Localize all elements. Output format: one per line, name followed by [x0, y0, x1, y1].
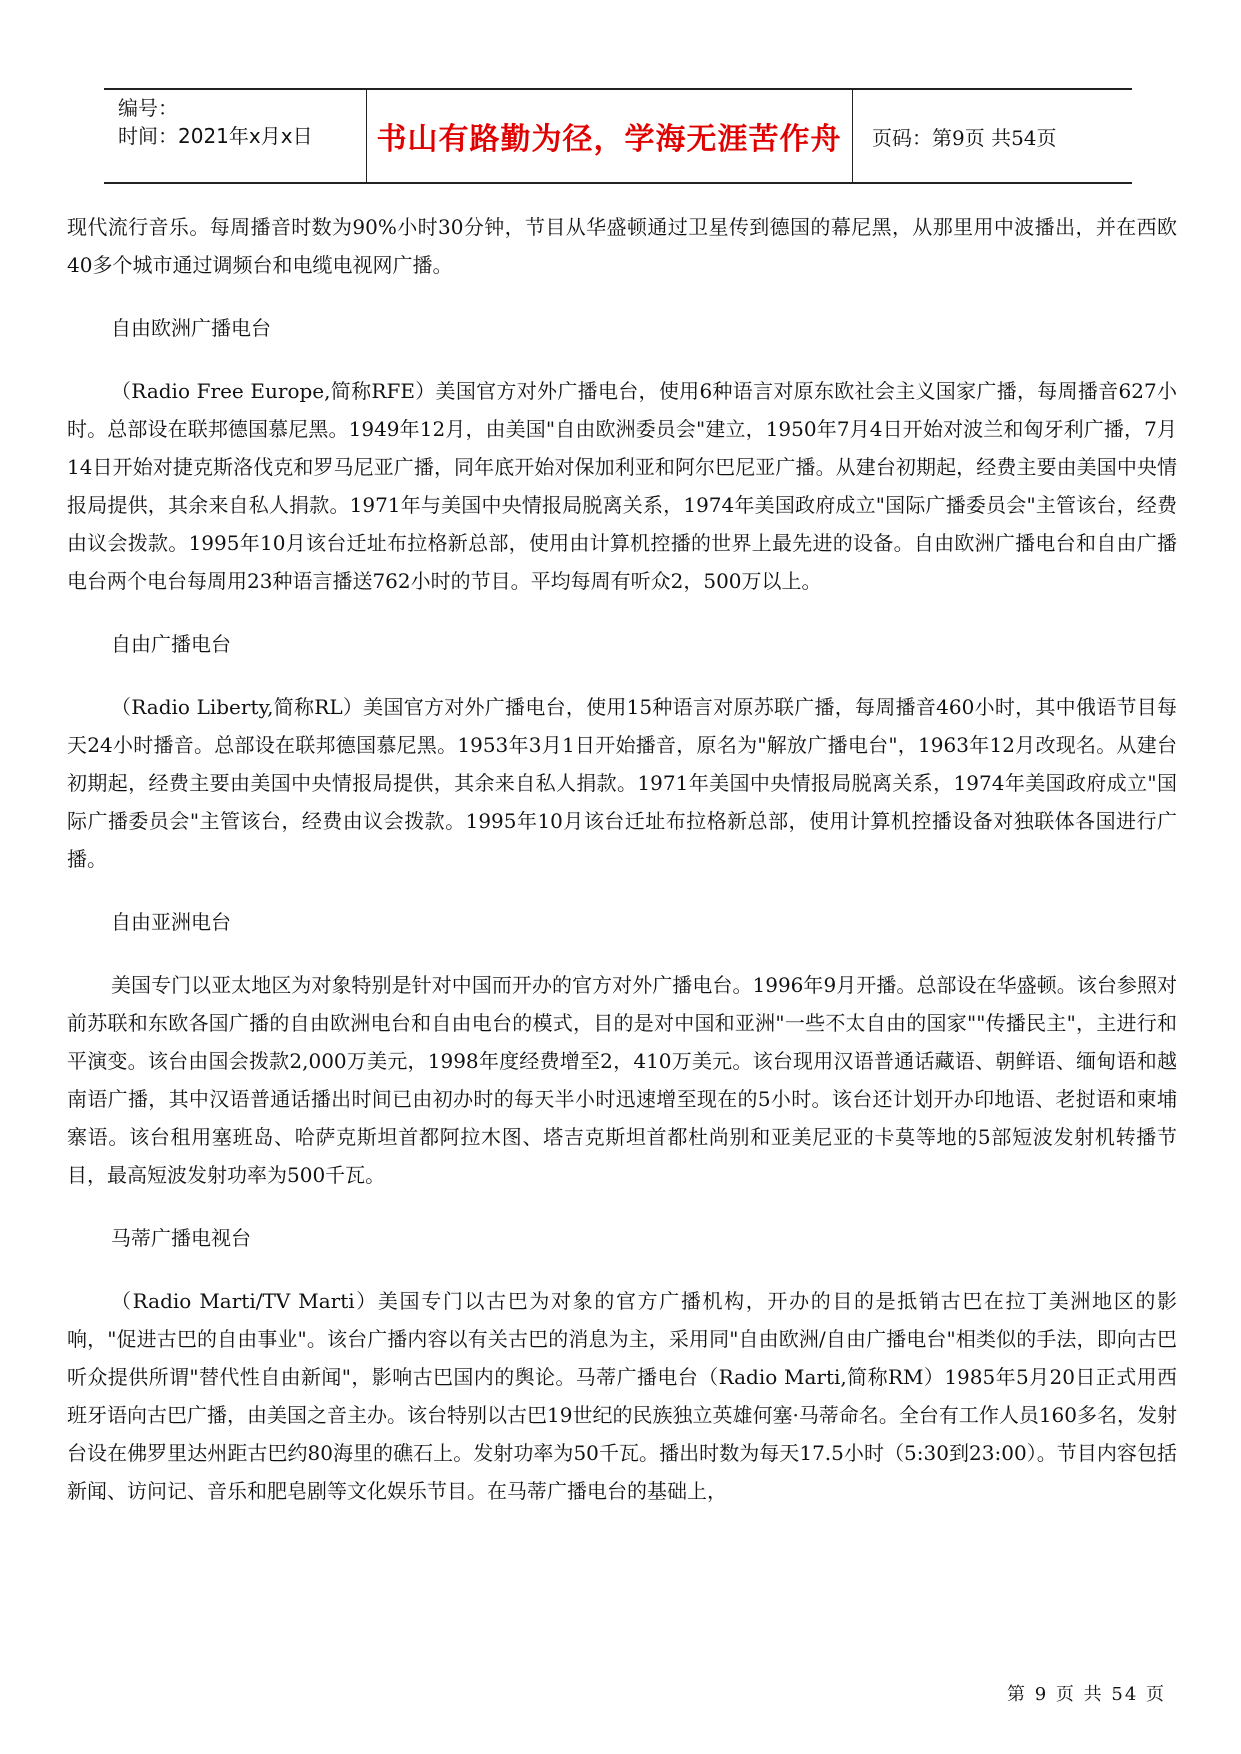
section-heading: 自由亚洲电台: [111, 910, 231, 934]
body-paragraph: 美国专门以亚太地区为对象特别是针对中国而开办的官方对外广播电台。1996年9月开播。总部设在华盛顿。该台参照对前苏联和东欧各国广播的自由欧洲电台和自由电台的模式，目的是对中国和亚洲"一些不太自由的国家""传播民主"，主进行和平演变。该台由国会拨款2,000万美元，1998年度经费增至2，410万美元。该台现用汉语普通话藏语、朝鲜语、缅甸语和越南语广播，其中汉语普通话播出时间已由初办时的每天半小时迅速增至现在的5小时。该台还计划开办印地语、老挝语和柬埔寨语。该台租用塞班岛、哈萨克斯坦首都阿拉木图、塔吉克斯坦首都杜尚别和亚美尼亚的卡莫等地的5部短波发射机转播节目，最高短波发射功率为500千瓦。: [67, 973, 1177, 1187]
page-footer: 第 9 页 共 54 页: [1007, 1684, 1166, 1705]
header-meta: [118, 94, 313, 150]
section-heading: 自由欧洲广播电台: [111, 316, 271, 340]
header-time-label: 时间：2021年x月x日: [118, 124, 313, 148]
header-motto: 书山有路勤为径，学海无涯苦作舟: [376, 122, 842, 157]
body-paragraph: （Radio Liberty,简称RL）美国官方对外广播电台，使用15种语言对原苏联广播，每周播音460小时，其中俄语节目每天24小时播音。总部设在联邦德国慕尼黑。1953年3月1日开始播音，原名为"解放广播电台"，1963年12月改现名。从建台初期起，经费主要由美国中央情报局提供，其余来自私人捐款。1971年美国中央情报局脱离关系，1974年美国政府成立"国际广播委员会"主管该台，经费由议会拨款。1995年10月该台迁址布拉格新总部，使用计算机控播设备对独联体各国进行广播。: [67, 695, 1177, 871]
body-paragraph: （Radio Marti/TV Marti）美国专门以古巴为对象的官方广播机构，开办的目的是抵销古巴在拉丁美洲地区的影响，"促进古巴的自由事业"。该台广播内容以有关古巴的消息为主，采用同"自由欧洲/自由广播电台"相类似的手法，即向古巴听众提供所谓"替代性自由新闻"，影响古巴国内的舆论。马蒂广播电台（Radio Marti,简称RM）1985年5月20日正式用西班牙语向古巴广播，由美国之音主办。该台特别以古巴19世纪的民族独立英雄何塞·马蒂命名。全台有工作人员160多名，发射台设在佛罗里达州距古巴约80海里的礁石上。发射功率为50千瓦。播出时数为每天17.5小时（5:30到23:00）。节目内容包括新闻、访问记、音乐和肥皂剧等文化娱乐节目。在马蒂广播电台的基础上，: [67, 1289, 1177, 1503]
page-header: [104, 88, 1132, 184]
header-number-label: 编号：: [118, 96, 178, 120]
section-heading: 马蒂广播电视台: [111, 1226, 251, 1250]
body-paragraph: 现代流行音乐。每周播音时数为90%小时30分钟，节目从华盛顿通过卫星传到德国的幕尼黑，从那里用中波播出，并在西欧40多个城市通过调频台和电缆电视网广播。: [67, 215, 1177, 277]
section-heading: 自由广播电台: [111, 632, 231, 656]
document-body: [67, 208, 1177, 1535]
header-page-label: 页码：第9页 共54页: [872, 125, 1057, 150]
body-paragraph: （Radio Free Europe,简称RFE）美国官方对外广播电台，使用6种语言对原东欧社会主义国家广播，每周播音627小时。总部设在联邦德国慕尼黑。1949年12月，由美国"自由欧洲委员会"建立，1950年7月4日开始对波兰和匈牙利广播，7月14日开始对捷克斯洛伐克和罗马尼亚广播，同年底开始对保加利亚和阿尔巴尼亚广播。从建台初期起，经费主要由美国中央情报局提供，其余来自私人捐款。1971年与美国中央情报局脱离关系，1974年美国政府成立"国际广播委员会"主管该台，经费由议会拨款。1995年10月该台迁址布拉格新总部，使用由计算机控播的世界上最先进的设备。自由欧洲广播电台和自由广播电台两个电台每周用23种语言播送762小时的节目。平均每周有听众2，500万以上。: [67, 379, 1177, 593]
header-divider-right: [852, 88, 853, 184]
